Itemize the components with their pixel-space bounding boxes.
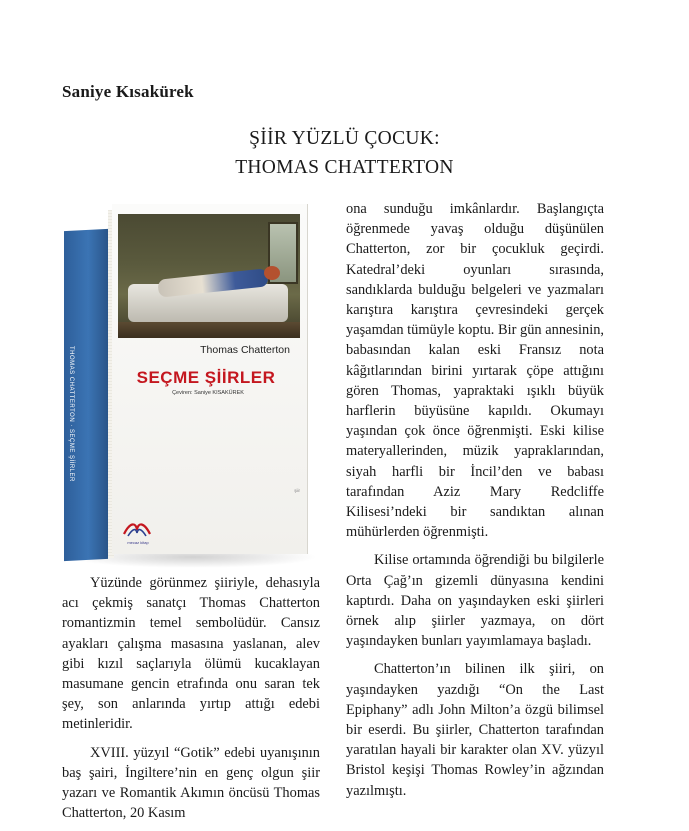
publisher-name: mecaz kitap <box>127 540 149 545</box>
article-author: Saniye Kısakürek <box>62 82 194 101</box>
painting-floor <box>118 322 300 338</box>
right-paragraph-3: Chatterton’ın bilinen ilk şiiri, on yaşındayken yazdığı “On the Last Epiphany” adlı John Milton’a özgü bilimsel bir eserdi. Bu şiirler, Chatterton tarafından yaratılan hayali bir karakter olan XV. yüzyıl Bristol keşişi Thomas Rowley’in ağzından yazılmıştı. <box>346 661 604 799</box>
title-line-1: ŞİİR YÜZLÜ ÇOCUK: <box>249 128 440 149</box>
right-paragraph-2: Kilise ortamında öğrendiği bu bilgilerle Orta Çağ’ın gizemli dünyasına kendini kaptırdı. Daha on yaşındayken eski şiirleri örnek alıp şiirler yazmaya, on dört yaşındayken bunları yayımlamaya başladı. <box>346 552 604 650</box>
cover-painting <box>118 214 300 338</box>
left-paragraph-1: Yüzünde görünmez şiiriyle, dehasıyla acı çekmiş sanatçı Thomas Chatterton romantizmin temel sembolüdür. Cansız ayakları çalışma masasına yaslanan, alev gibi kızıl saçlarıyla ölümü kucaklayan masumane gencin etrafında onu saran tek şey, son anlarında yırtıp attığı edebi metinleridir. <box>62 575 320 733</box>
left-column <box>62 573 320 831</box>
cover-title: SEÇME ŞİİRLER <box>136 368 276 387</box>
publisher-logo-icon <box>120 518 154 540</box>
right-column <box>346 199 604 809</box>
right-paragraph-1: ona sunduğu imkânlardır. Başlangıçta öğrenmede yavaş olduğu düşünülen Chatterton, zor bir çocukluk geçirdi. Katedral’deki oyunları sırasında, sandıklarda bulduğu belgeleri ve yazmaları karıştıra karıştıra çevresindeki gerçek yaşamdan tümüyle koptu. Bir gün annesinin, babasından kalan eski Fransız nota kâğıtlarından birini yırtarak çöpe attığını gören Thomas, yapraktaki ışıklı büyük harflerin büyüsüne kapıldı. Okumayı yaşından çok önce öğrenmişti. Eski kilise materyallerinden, müzik yapraklarından, siyah harfli bir İncil’den ve babası tarafından Aziz Mary Redcliffe Kilisesi’ndeki bir sandıktan alınan mühürlerden öğrenmişti. <box>346 201 604 541</box>
article-title <box>0 124 689 182</box>
cover-translator: Çeviren: Saniye KISAKÜREK <box>172 390 244 396</box>
cover-author: Thomas Chatterton <box>200 344 290 356</box>
painting-hair <box>264 266 280 280</box>
book-spine-text: THOMAS CHATTERTON · SEÇME ŞİİRLER <box>68 346 74 482</box>
book-cover-image <box>60 196 312 568</box>
title-line-2: THOMAS CHATTERTON <box>235 157 454 178</box>
cover-series-mark: şiir <box>294 488 300 493</box>
left-paragraph-2: XVIII. yüzyıl “Gotik” edebi uyanışının baş şairi, İngiltere’nin en genç olgun şiir yazarı ve Romantik Akımın öncüsü Thomas Chatterton, 20 Kasım <box>62 744 320 822</box>
